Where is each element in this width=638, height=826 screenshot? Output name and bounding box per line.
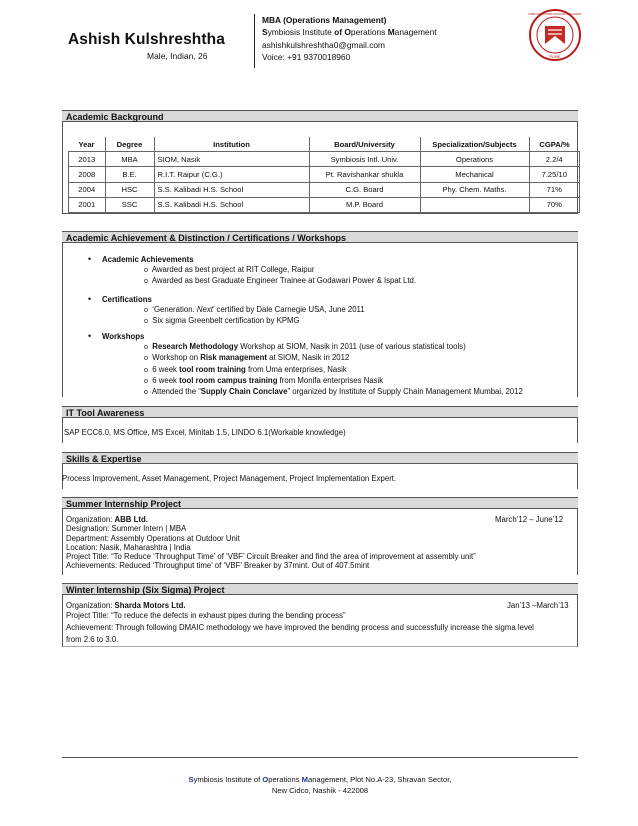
table-header-row [69, 137, 580, 152]
cell: 2013 [69, 152, 106, 167]
academic-table [68, 137, 580, 213]
cell: S.S. Kalibadi H.S. School [154, 197, 309, 212]
summer-details [66, 515, 476, 571]
cell: Phy. Chem. Maths. [420, 182, 529, 197]
winter-details [66, 601, 534, 646]
col-degree: Degree [105, 137, 154, 152]
achievement-group-certifications: • Certifications o ‘Generation. Next’ certified by Dale Carnegie USA, June 2011 o Six sigma Greenbelt certification by KPMG [88, 294, 365, 326]
section-skills: Skills & Expertise [62, 452, 578, 464]
voice: Voice: +91 9370018960 [262, 51, 351, 62]
section-summer-internship: Summer Internship Project [62, 497, 578, 509]
winter-achievement-cont: from 2.6 to 3.0. [66, 635, 119, 645]
cell: B.E. [105, 167, 154, 182]
cell: S.S. Kalibadi H.S. School [154, 182, 309, 197]
bullet-icon: • [88, 254, 92, 264]
cell: 71% [529, 182, 580, 197]
table-row [69, 152, 580, 167]
summer-achievements: Achievements: Reduced ‘Throughput time’ of ‘VBF’ Breaker by 37mint. Out of 407.5mint [66, 561, 370, 571]
header-divider [254, 14, 255, 68]
cell: 2004 [69, 182, 106, 197]
section-winter-internship: Winter Internship (Six Sigma) Project [62, 583, 578, 595]
section-academic-background: Academic Background [62, 110, 578, 122]
cell: Pt. Ravishankar shukla [309, 167, 420, 182]
summer-org: Organization: ABB Ltd. [66, 515, 148, 524]
skills-text: Process Improvement, Asset Management, Project Management, Project Implementation Expert. [62, 474, 397, 483]
achievement-group-workshops: • Workshops o Research Methodology Workshop at SIOM, Nasik in 2011 (use of various statistical tools) o Workshop on Risk management at SIOM, Nasik in 2012 o 6 week tool room training from Uma enterprises, Nasik o 6 week tool room campus training from Monifa enterprises Nasik o Attended the “Supply Chain Conclave” organized by Institute of Supply Chain Management Mumbai, 2012 [88, 331, 523, 397]
summer-dates: March’12 – June’12 [495, 515, 564, 524]
cell [420, 197, 529, 212]
candidate-name: Ashish Kulshreshtha [68, 31, 225, 48]
summer-location: Location: Nasik, Maharashtra | India [66, 542, 191, 552]
cell: 7.25/10 [529, 167, 580, 182]
header-contact [262, 14, 437, 63]
cell: 2.2/4 [529, 152, 580, 167]
it-tools-text: SAP ECC6.0, MS Office, MS Excel, Minitab 1.5, LINDO 6.1(Workable knowledge) [64, 428, 346, 437]
cell: Mechanical [420, 167, 529, 182]
cell: R.I.T. Raipur (C.G.) [154, 167, 309, 182]
candidate-subtitle: Male, Indian, 26 [147, 51, 208, 61]
table-row [69, 167, 580, 182]
cell: MBA [105, 152, 154, 167]
bullet-icon: • [88, 331, 92, 341]
section-it-tools: IT Tool Awareness [62, 406, 578, 418]
email[interactable]: ashishkulshreshtha0@gmail.com [262, 39, 386, 50]
table-row [69, 197, 580, 212]
col-specialization: Specialization/Subjects [420, 137, 529, 152]
cell: Operations [420, 152, 529, 167]
cell: C.G. Board [309, 182, 420, 197]
summer-project: Project Title: “To Reduce ‘Throughput Time’ of ‘VBF’ Circuit Breaker and find the area of improvement at assembly unit” [66, 552, 476, 562]
winter-project: Project Title: “To reduce the defects in exhaust pipes during the bending process” [66, 611, 346, 621]
cell: Symbiosis Intl. Univ. [309, 152, 420, 167]
cell: HSC [105, 182, 154, 197]
footer-address: Symbiosis Institute of Operations Management, Plot No.A-23, Shravan Sector, New Cidco, Nashik - 422008 [188, 775, 452, 795]
summer-department: Department: Assembly Operations at Outdoor Unit [66, 533, 240, 543]
col-year: Year [69, 137, 106, 152]
section-achievements: Academic Achievement & Distinction / Certifications / Workshops [62, 231, 578, 243]
winter-dates: Jan’13 –March’13 [507, 601, 569, 610]
col-cgpa: CGPA/% [529, 137, 580, 152]
winter-achievement: Achievement: Through following DMAIC methodology we have improved the bending process and successfully increase the sigma level [66, 623, 534, 633]
logo-city: PUNE [549, 54, 561, 59]
cell: 70% [529, 197, 580, 212]
cell: M.P. Board [309, 197, 420, 212]
logo-text: SYMBIOSIS INTERNATIONAL UNIVERSITY [528, 12, 582, 16]
degree: MBA (Operations Management) [262, 15, 387, 25]
table-row [69, 182, 580, 197]
achievement-group-academic: • Academic Achievements o Awarded as best project at RIT College, Raipur o Awarded as best Graduate Engineer Trainee at Godawari Power & Ispat Ltd. [88, 254, 417, 286]
university-logo [528, 8, 582, 62]
col-institution: Institution [154, 137, 309, 152]
institute: Symbiosis Institute of Operations Management [262, 27, 437, 38]
col-board: Board/University [309, 137, 420, 152]
winter-org: Organization: Sharda Motors Ltd. [66, 601, 186, 610]
footer-divider [62, 757, 578, 758]
summer-designation: Designation: Summer Intern | MBA [66, 524, 187, 534]
cell: 2008 [69, 167, 106, 182]
bullet-icon: • [88, 294, 92, 304]
cell: SSC [105, 197, 154, 212]
cell: 2001 [69, 197, 106, 212]
cell: SIOM, Nasik [154, 152, 309, 167]
